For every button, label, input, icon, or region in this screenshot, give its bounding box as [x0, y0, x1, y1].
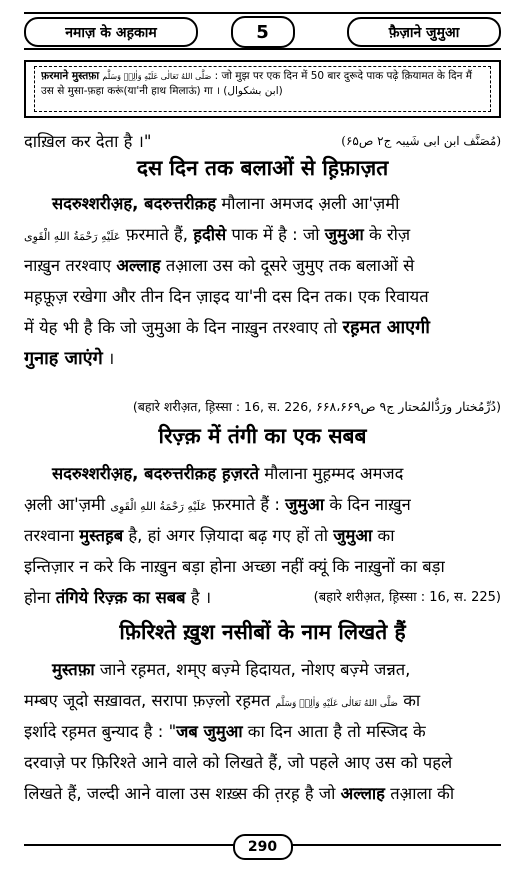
section1-heading: दस दिन तक बलाओं से ह़िफ़ाज़त [136, 156, 389, 180]
section1-body: सदरुश्शरीअ़ह, बदरुत्तरीक़ह मौलाना अमजद अ़ली आ'ज़मी عَلَيْهِ رَحْمَةُ اللهِ الْقَوِی फ़रमाते हैं, ह़दीसे पाक में है : जो जुमुआ के रोज़ नाख़ुन तरश्वाए अल्लाह तआ़ला उस को दूसरे जुमुए तक बलाओं से मह़फ़ूज़ रखेगा और तीन दिन ज़ाइद या'नी दस दिन तक। एक रिवायत में येह भी है कि जो जुमुआ के दिन नाख़ुन तरश्वाए तो रह़मत आएगी गुनाह जाएंगे । [24, 194, 430, 369]
hadith-text-1: : जो मुझ पर एक दिन में 50 बार दुरूदे पाक पढ़े क़ियामत के दिन मैं [214, 70, 473, 82]
intro-reference: (مُصَنَّف ابن ابی شَیبہ ج۲ ص۶۵) [341, 134, 501, 148]
footer-page-number: 290 [233, 834, 293, 860]
intro-text: दाख़िल कर देता है ।" [24, 132, 152, 151]
section2-body: सदरुश्शरीअ़ह, बदरुत्तरीक़ह ह़ज़रते मौलाना मुह़म्मद अमजद अ़ली आ'ज़मी عَلَيْهِ رَحْمَةُ اللهِ الْقَوِی फ़रमाते हैं : जुमुआ के दिन नाख़ुन तरश्वाना मुस्तह़ब है, हां अगर ज़ियादा बढ़ गए हों तो जुमुआ का इन्तिज़ार न करे कि नाख़ुन बड़ा होना अच्छा नहीं क्यूं कि नाख़ुनों का बड़ा होना तंगिये रिज़्क़ का सबब है । (बहारे शरीअ़त, ह़िस्सा : 16, स. 225) [24, 458, 501, 613]
section2-heading: रिज़्क़ में तंगी का एक सबब [158, 424, 367, 448]
header-right-title: फ़ैज़ाने जुमुआ [347, 17, 501, 47]
page [10, 6, 515, 874]
hadith-title: फ़रमाने मुस्तफ़ा [41, 70, 100, 82]
section1-source: (बहारे शरीअ़त, ह़िस्सा : 16, स. 226, دُرِّمُختار ورَدُّالمُحتار ج۹ ص۶۶۸،۶۶۹) [132, 399, 501, 414]
section2-source: (बहारे शरीअ़त, ह़िस्सा : 16, स. 225) [313, 590, 501, 605]
hadith-salutation: صَلَّى اللهُ تَعَالٰی عَلَيْهِ وَاٰلِهٖ وَسَلَّم [102, 72, 212, 81]
section3-body: मुस्तफ़ा जाने रह़मत, शम्ए बज़्मे हिदायत, नोशए बज़्मे जन्नत, मम्बए जूदो सख़ावत, सरापा फ़ज़्लो रह़मत صَلَّى اللهُ تَعَالٰی عَلَيْهِ وَاٰلِهٖ وَسَلَّم का इर्शादे रह़मत बुन्याद है : "जब जुमुआ का दिन आता है तो मस्जिद के दरवाज़े पर फ़िरिश्ते आने वाले को लिखते हैं, जो पहले आए उस को पहले लिखते हैं, जल्दी आने वाला उस शख़्स की त़रह़ है जो अल्लाह तआ़ला की [24, 660, 455, 803]
header-left-title: नमाज़ के अह़काम [24, 17, 198, 47]
hadith-box [24, 60, 501, 118]
section3-heading: फ़िरिश्ते ख़ुश नसीबों के नाम लिखते हैं [119, 620, 406, 644]
page-header [24, 12, 501, 50]
hadith-text-2: उस से मुसा-फ़हा करूं(या'नी हाथ मिलाऊं) गा । (ابن بشكوال) [41, 85, 283, 97]
intro-paragraph [24, 126, 501, 157]
page-footer [24, 839, 501, 870]
header-page-number: 5 [231, 16, 295, 48]
